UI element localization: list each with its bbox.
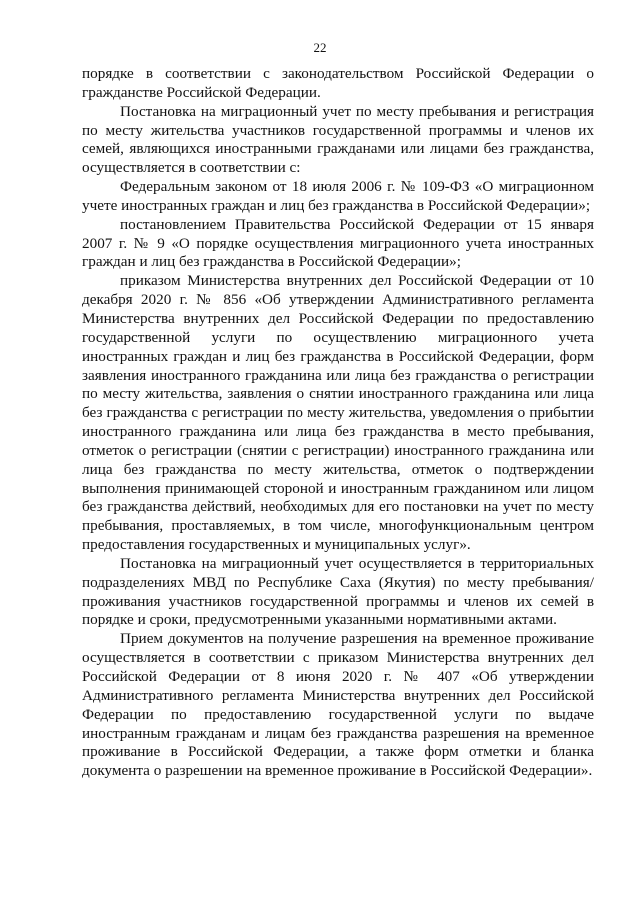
paragraph-government-decree: постановлением Правительства Российской Федерации от 15 января 2007 г. № 9 «О порядке осуществления миграционного учета иностранных граждан и лиц без гражданства в Российской Федерации»; xyxy=(82,215,594,271)
paragraph-federal-law: Федеральным законом от 18 июля 2006 г. № 109-ФЗ «О миграционном учете иностранных граждан и лиц без гражданства в Российской Федерации»; xyxy=(82,178,594,214)
paragraph-mvd-order-856: приказом Министерства внутренних дел Российской Федерации от 10 декабря 2020 г. № 856 «Об утверждении Административного регламента Министерства внутренних дел Российской Федерации по предоставлению государственной услуги по осуществлению миграционного учета иностранных граждан и лиц без гражданства в Российской Федерации, форм заявления иностранного гражданина или лица без гражданства о регистрации по месту жительства, заявления о снятии иностранного гражданина или лица без гражданства с регистрации по месту жительства, уведомления о прибытии иностранного гражданина или лица без гражданства в место пребывания, отметок о регистрации (снятии с регистрации) иностранного гражданина или лица без гражданства по месту жительства, отметок о подтверждении выполнения принимающей стороной и иностранным гражданином или лицом без гражданства действий, необходимых для его постановки на учет по месту пребывания, проставляемых, в том числе, многофункциональным центром предоставления государственных и муниципальных услуг». xyxy=(82,272,594,554)
document-body xyxy=(82,65,594,781)
paragraph-temporary-residence: Прием документов на получение разрешения на временное проживание осуществляется в соответствии с приказом Министерства внутренних дел Российской Федерации от 8 июня 2020 г. № 407 «Об утверждении Административного регламента Министерства внутренних дел Российской Федерации по предоставлению государственной услуги по выдаче иностранным гражданам и лицам без гражданства разрешения на временное проживание в Российской Федерации, а также форм отметки и бланка документа о разрешении на временное проживание в Российской Федерации». xyxy=(82,630,594,780)
paragraph-migration-registration: Постановка на миграционный учет по месту пребывания и регистрация по месту жительства участников государственной программы и членов их семей, являющихся иностранными гражданами или лицами без гражданства, осуществляется в соответствии с: xyxy=(82,102,594,177)
paragraph-territorial-units: Постановка на миграционный учет осуществляется в территориальных подразделениях МВД по Республике Саха (Якутия) по месту пребывания/проживания участников государственной программы и членов их семей в порядке и сроки, предусмотренными указанными нормативными актами. xyxy=(82,554,594,629)
paragraph-continuation: порядке в соответствии с законодательством Российской Федерации о гражданстве Российской Федерации. xyxy=(82,65,594,101)
page-number: 22 xyxy=(313,40,327,55)
